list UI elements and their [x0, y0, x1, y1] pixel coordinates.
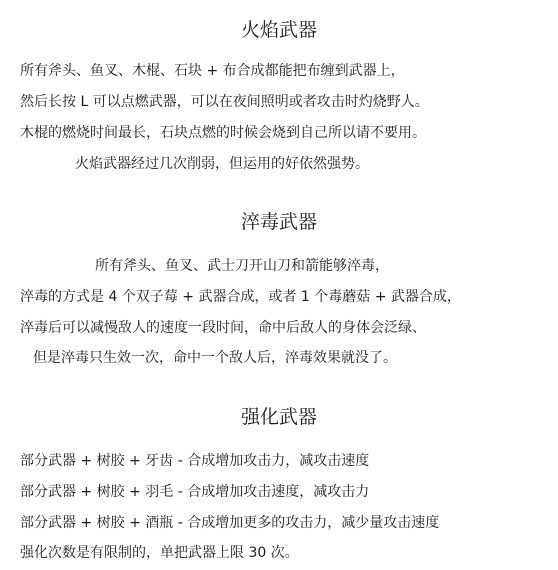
enhanced-weapon-line-1: 部分武器 + 树胶 + 牙齿 - 合成增加攻击力，减攻击速度 [20, 453, 370, 469]
section-title-enhanced-weapon: 强化武器 [240, 406, 317, 428]
fire-weapon-line-1: 所有斧头、鱼叉、木棍、石块 + 布合成都能把布缠到武器上， [20, 63, 405, 79]
fire-weapon-line-4: 火焰武器经过几次削弱，但运用的好依然强势。 [75, 156, 369, 172]
poison-weapon-line-1: 所有斧头、鱼叉、武士刀开山刀和箭能够淬毒， [95, 258, 389, 274]
enhanced-weapon-line-3: 部分武器 + 树胶 + 酒瓶 - 合成增加更多的攻击力，减少量攻击速度 [20, 515, 440, 531]
section-title-poison-weapon: 淬毒武器 [240, 211, 317, 233]
enhanced-weapon-line-4: 强化次数是有限制的，单把武器上限 30 次。 [20, 545, 299, 561]
enhanced-weapon-line-2: 部分武器 + 树胶 + 羽毛 - 合成增加攻击速度，减攻击力 [20, 484, 370, 500]
section-title-fire-weapon: 火焰武器 [240, 19, 317, 41]
fire-weapon-line-2: 然后长按 L 可以点燃武器，可以在夜间照明或者攻击时灼烧野人。 [20, 94, 429, 110]
poison-weapon-line-3: 淬毒后可以减慢敌人的速度一段时间，命中后敌人的身体会泛绿、 [20, 320, 426, 336]
fire-weapon-line-3: 木棍的燃烧时间最长，石块点燃的时候会烧到自己所以请不要用。 [20, 125, 426, 141]
poison-weapon-line-4: 但是淬毒只生效一次，命中一个敌人后，淬毒效果就没了。 [33, 350, 397, 366]
poison-weapon-line-2: 淬毒的方式是 4 个双子莓 + 武器合成，或者 1 个毒蘑菇 + 武器合成， [20, 289, 461, 305]
